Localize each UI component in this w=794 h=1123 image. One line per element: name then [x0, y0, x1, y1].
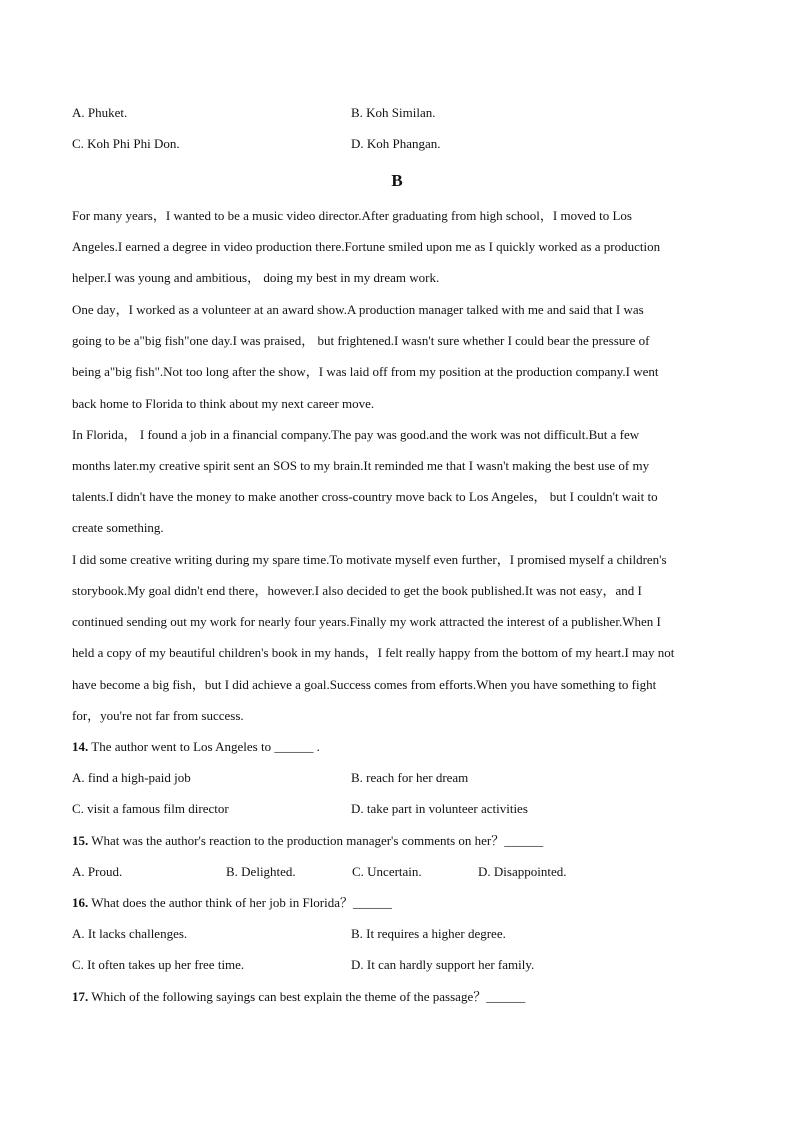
question-14 — [72, 739, 320, 755]
question-text: The author went to Los Angeles to ______ . — [88, 739, 320, 754]
question-text: Which of the following sayings can best explain the theme of the passage？______ — [88, 989, 526, 1004]
q15-option-b: B. Delighted. — [226, 864, 296, 879]
passage-line: for，you're not far from success. — [72, 708, 244, 723]
passage-line: I did some creative writing during my spare time.To motivate myself even further，I promised myself a children's — [72, 552, 667, 567]
option-b: B. Koh Similan. — [351, 105, 436, 120]
option-d: D. Koh Phangan. — [351, 136, 441, 151]
passage-line: held a copy of my beautiful children's book in my hands，I felt really happy from the bottom of my heart.I may not — [72, 645, 675, 660]
question-number: 15. — [72, 833, 89, 848]
passage-line: going to be a"big fish"one day.I was praised， but frightened.I wasn't sure whether I could bear the pressure of — [72, 333, 650, 348]
q16-option-d: D. It can hardly support her family. — [351, 957, 535, 972]
question-text: What was the author's reaction to the production manager's comments on her？______ — [88, 833, 544, 848]
section-title: B — [391, 171, 403, 190]
passage-line: create something. — [72, 520, 164, 535]
question-number: 16. — [72, 895, 89, 910]
question-15 — [72, 833, 543, 849]
passage-line: One day，I worked as a volunteer at an award show.A production manager talked with me and said that I was — [72, 302, 644, 317]
q15-option-a: A. Proud. — [72, 864, 123, 879]
q15-option-d: D. Disappointed. — [478, 864, 567, 879]
passage-line: storybook.My goal didn't end there，however.I also decided to get the book published.It was not easy，and I — [72, 583, 642, 598]
q15-option-c: C. Uncertain. — [352, 864, 422, 879]
question-text: What does the author think of her job in Florida？______ — [88, 895, 393, 910]
passage-line: helper.I was young and ambitious， doing my best in my dream work. — [72, 270, 440, 285]
question-16 — [72, 895, 392, 911]
q14-option-a: A. find a high-paid job — [72, 770, 191, 785]
q14-option-b: B. reach for her dream — [351, 770, 469, 785]
q16-option-c: C. It often takes up her free time. — [72, 957, 245, 972]
passage-line: back home to Florida to think about my next career move. — [72, 396, 375, 411]
q16-option-b: B. It requires a higher degree. — [351, 926, 506, 941]
passage-line: For many years，I wanted to be a music video director.After graduating from high school，I moved to Los — [72, 208, 632, 223]
passage-line: In Florida， I found a job in a financial company.The pay was good.and the work was not difficult.But a few — [72, 427, 640, 442]
question-17 — [72, 989, 525, 1005]
question-number: 17. — [72, 989, 89, 1004]
option-a: A. Phuket. — [72, 105, 128, 120]
question-number: 14. — [72, 739, 89, 754]
option-c: C. Koh Phi Phi Don. — [72, 136, 180, 151]
q14-option-d: D. take part in volunteer activities — [351, 801, 528, 816]
passage-line: being a"big fish".Not too long after the show，I was laid off from my position at the production company.I went — [72, 364, 659, 379]
q14-option-c: C. visit a famous film director — [72, 801, 229, 816]
passage-line: have become a big fish，but I did achieve a goal.Success comes from efforts.When you have something to fight — [72, 677, 657, 692]
passage-line: continued sending out my work for nearly four years.Finally my work attracted the interest of a publisher.When I — [72, 614, 661, 629]
passage-line: months later.my creative spirit sent an SOS to my brain.It reminded me that I wasn't making the best use of my — [72, 458, 650, 473]
passage-line: Angeles.I earned a degree in video production there.Fortune smiled upon me as I quickly worked as a production — [72, 239, 661, 254]
passage-line: talents.I didn't have the money to make another cross-country move back to Los Angeles， but I couldn't wait to — [72, 489, 658, 504]
q16-option-a: A. It lacks challenges. — [72, 926, 188, 941]
